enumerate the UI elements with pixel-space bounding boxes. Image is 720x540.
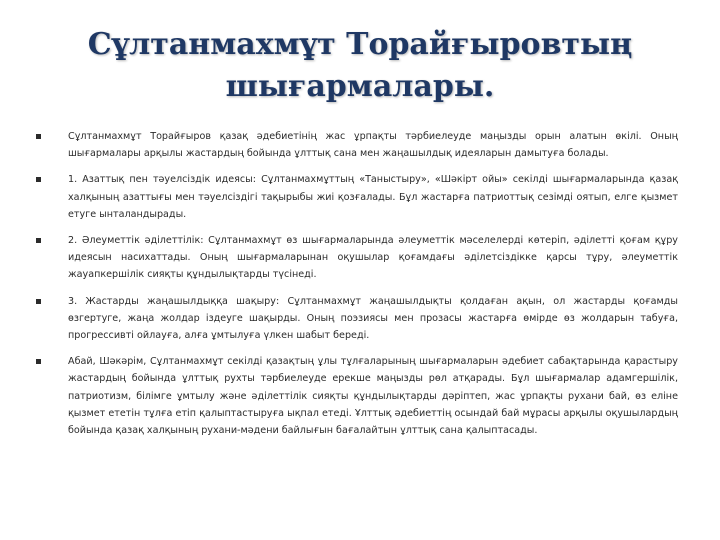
bullet-text: 3. Жастарды жаңашылдыққа шақыру: Сұлтанмахмұт жаңашылдықты қолдаған ақын, ол жастарды қоғамды өзгертуге, жаңа жолдар іздеуге шақырды. Оның поэзиясы мен прозасы жастарға өмірде өз жолдарын табуға, прогрессивті ойлауға, алға ұмтылуға үлкен шабыт береді. [68,295,678,342]
bullet-item [36,171,678,223]
bullet-item [36,128,678,162]
bullet-marker-icon [36,359,41,364]
bullet-marker-icon [36,299,41,304]
bullet-marker-icon [36,134,41,139]
bullet-marker-icon [36,177,41,182]
bullet-list [36,128,678,448]
bullet-item [36,293,678,345]
bullet-item [36,232,678,284]
bullet-marker-icon [36,238,41,243]
slide-title [60,24,660,108]
bullet-text: Абай, Шәкәрім, Сұлтанмахмұт секілді қазақтың ұлы тұлғаларының шығармаларын әдебиет сабақтарында қарастыру жастардың бойында ұлттық рухты тәрбиелеуде ерекше маңызды рөл атқарады. Бұл шығармалар адамгершілік, патриотизм, білімге ұмтылу және әділеттілік сияқты құндылықтарды дәріптеп, жас ұрпақты рухани бай, өз еліне қызмет ететін тұлға етіп қалыптастыруға ықпал етеді. Ұлттық әдебиеттің осындай бай мұрасы арқылы оқушылардың бойында қазақ халқының рухани-мәдени байлығын бағалайтын ұлттық сана қалыптасады. [68,356,678,437]
bullet-text: 1. Азаттық пен тәуелсіздік идеясы: Сұлтанмахмұттың «Таныстыру», «Шәкірт ойы» секілді шығармаларында қазақ халқының азаттығы мен тәуелсіздігі тақырыбы жиі қозғалады. Бұл жастарға патриоттық сезімді оятып, елге қызмет етуге ынталандырады. [68,174,678,220]
slide-title-line-1: Сұлтанмахмұт Торайғыровтың [87,27,633,62]
bullet-text: Сұлтанмахмұт Торайғыров қазақ әдебиетінің жас ұрпақты тәрбиелеуде маңызды орын алатын өкілі. Оның шығармалары арқылы жастардың бойында ұлттық сана мен жаңашылдық идеяларын дамытуға болады. [68,131,678,160]
bullet-text: 2. Әлеуметтік әділеттілік: Сұлтанмахмұт өз шығармаларында әлеуметтік мәселелерді көтеріп, әділетті қоғам құру идеясын насихаттады. Оның шығармаларынан оқушылар қоғамдағы әділетсіздікке қарсы тұру, әлеуметтік жауапкершілік сияқты құндылықтарды түсінеді. [68,235,678,281]
slide-title-line-2: шығармалары. [225,69,495,104]
bullet-item [36,353,678,439]
